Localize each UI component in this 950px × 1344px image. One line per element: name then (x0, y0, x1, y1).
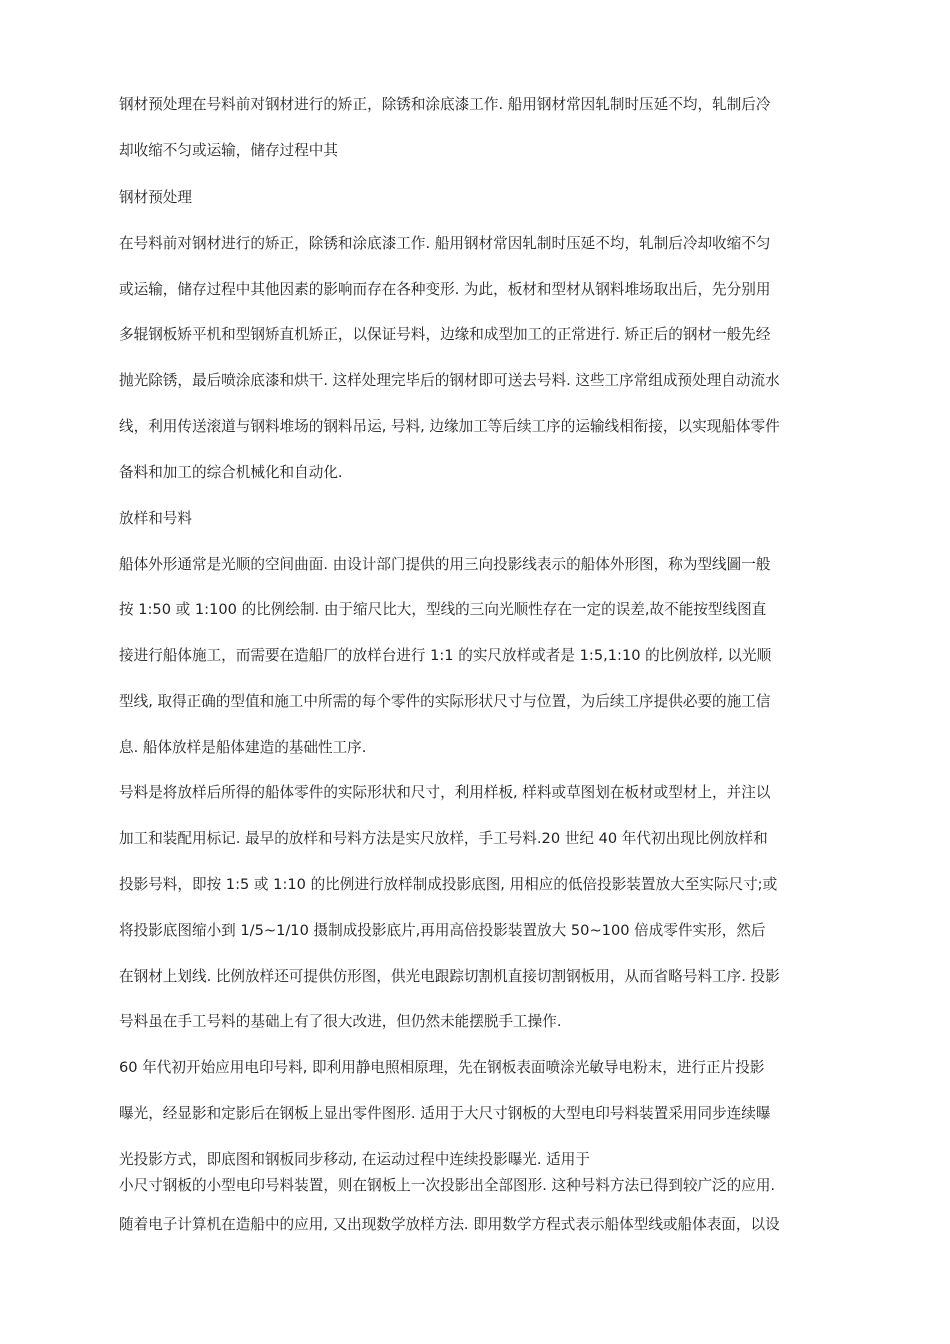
paragraph-line: 在号料前对钢材进行的矫正，除锈和涂底漆工作. 船用钢材常因轧制时压延不均，轧制后冷却收缩不匀 (119, 235, 771, 252)
paragraph-line: 在钢材上划线. 比例放样还可提供仿形图，供光电跟踪切割机直接切割钢板用，从而省略号料工序. 投影 (119, 968, 780, 985)
paragraph-line: 将投影底图缩小到 1/5~1/10 摄制成投影底片,再用高倍投影装置放大 50~100 倍成零件实形，然后 (119, 922, 766, 939)
paragraph-line: 却收缩不匀或运输，储存过程中其 (119, 142, 338, 159)
paragraph-line: 线，利用传送滚道与钢料堆场的钢料吊运, 号料, 边缘加工等后续工序的运输线相衔接，以实现船体零件 (119, 418, 780, 435)
paragraph-line: 加工和装配用标记. 最早的放样和号料方法是实尺放样，手工号料.20 世纪 40 年代初出现比例放样和 (119, 830, 768, 847)
section-heading: 放样和号料 (119, 510, 192, 527)
paragraph-line: 备料和加工的综合机械化和自动化. (119, 464, 343, 481)
paragraph-line: 小尺寸钢板的小型电印号料装置，则在钢板上一次投影出全部图形. 这种号料方法已得到较广泛的应用. (119, 1177, 776, 1194)
paragraph-line: 号料是将放样后所得的船体零件的实际形状和尺寸，利用样板, 样料或草图划在板材或型材上，并注以 (119, 784, 771, 801)
paragraph-line: 船体外形通常是光顺的空间曲面. 由设计部门提供的用三向投影线表示的船体外形图，称为型线圖一般 (119, 556, 771, 573)
paragraph-line: 钢材预处理在号料前对钢材进行的矫正，除锈和涂底漆工作. 船用钢材常因轧制时压延不均，轧制后冷 (119, 96, 771, 113)
paragraph-line: 60 年代初开始应用电印号料, 即利用静电照相原理，先在钢板表面喷涂光敏导电粉末，进行正片投影 (119, 1059, 765, 1076)
paragraph-line: 投影号料，即按 1:5 或 1:10 的比例进行放样制成投影底图, 用相应的低倍投影装置放大至实际尺寸;或 (119, 876, 778, 893)
paragraph-line: 按 1:50 或 1:100 的比例绘制. 由于缩尺比大，型线的三向光顺性存在一定的误差,故不能按型线图直 (119, 601, 767, 618)
section-heading: 钢材预处理 (119, 189, 192, 206)
paragraph-line: 或运输，储存过程中其他因素的影响而存在各种变形. 为此，板材和型材从钢料堆场取出后，先分别用 (119, 281, 771, 298)
paragraph-line: 号料虽在手工号料的基础上有了很大改进，但仍然未能摆脱手工操作. (119, 1013, 562, 1030)
paragraph-line: 抛光除锈，最后喷涂底漆和烘干. 这样处理完毕后的钢材即可送去号料. 这些工序常组成预处理自动流水 (119, 372, 780, 389)
paragraph-line: 随着电子计算机在造船中的应用, 又出现数学放样方法. 即用数学方程式表示船体型线或船体表面，以设 (119, 1216, 780, 1233)
paragraph-line: 息. 船体放样是船体建造的基础性工序. (119, 739, 367, 756)
paragraph-line: 光投影方式，即底图和钢板同步移动, 在运动过程中连续投影曝光. 适用于 (119, 1151, 590, 1168)
paragraph-line: 曝光，经显影和定影后在钢板上显出零件图形. 适用于大尺寸钢板的大型电印号料装置采用同步连续曝 (119, 1105, 771, 1122)
paragraph-line: 型线, 取得正确的型值和施工中所需的每个零件的实际形状尺寸与位置，为后续工序提供必要的施工信 (119, 693, 771, 710)
paragraph-line: 多辊钢板矫平机和型钢矫直机矫正，以保证号料，边缘和成型加工的正常进行. 矫正后的钢材一般先经 (119, 326, 771, 343)
paragraph-line: 接进行船体施工，而需要在造船厂的放样台进行 1:1 的实尺放样或者是 1:5,1:10 的比例放样, 以光顺 (119, 647, 772, 664)
